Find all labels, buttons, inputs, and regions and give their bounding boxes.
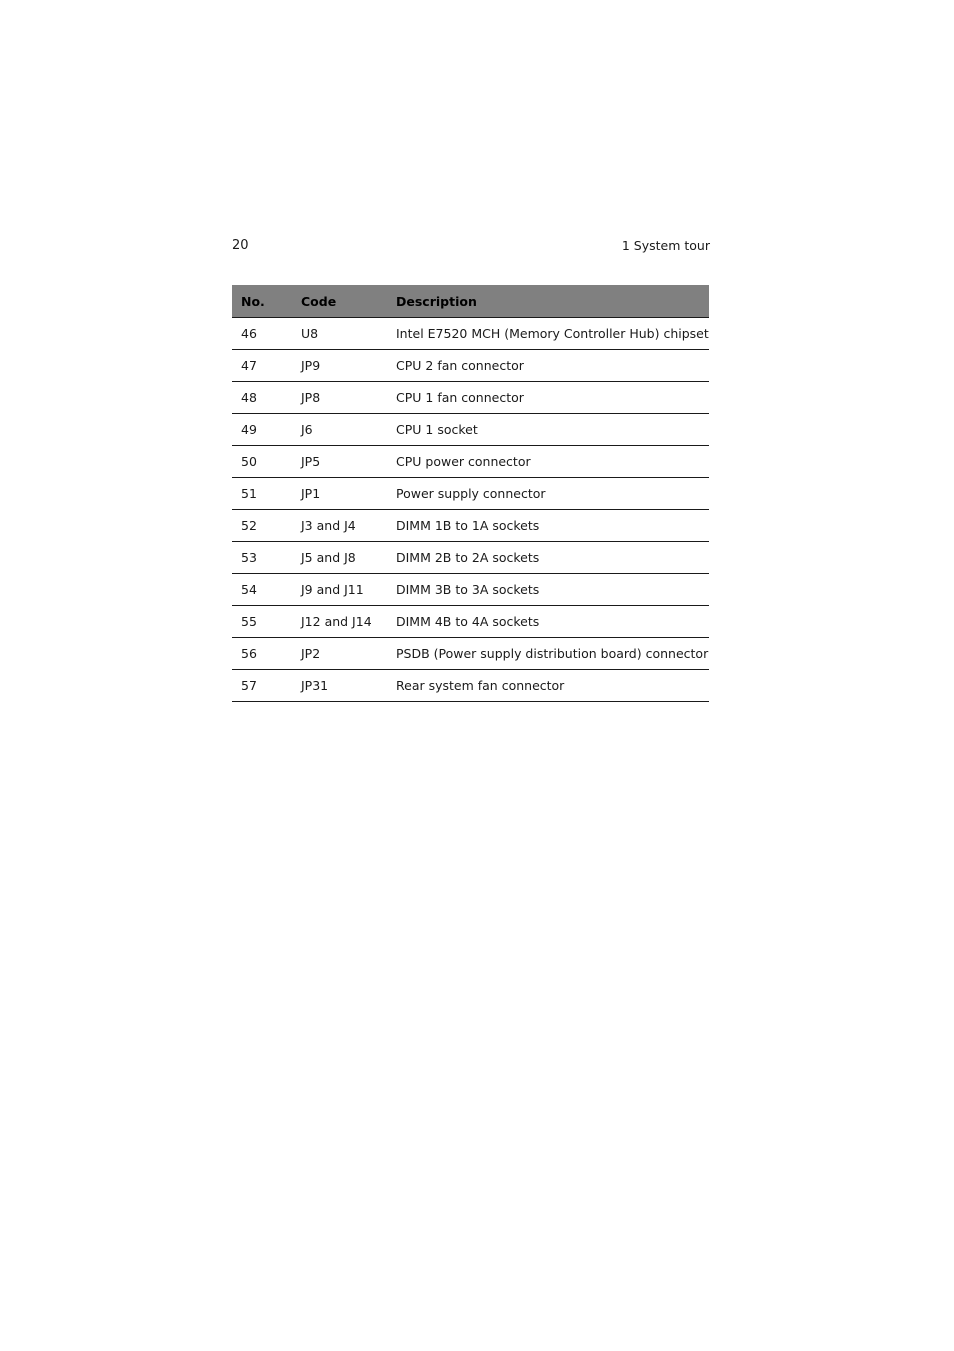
- table-row: [232, 638, 709, 670]
- column-header-code: Code: [292, 285, 387, 318]
- cell-no: 49: [232, 414, 292, 446]
- cell-no: 48: [232, 382, 292, 414]
- cell-code: J12 and J14: [292, 606, 387, 638]
- table-row: [232, 510, 709, 542]
- cell-code: JP2: [292, 638, 387, 670]
- table-row: [232, 574, 709, 606]
- cell-code: U8: [292, 318, 387, 350]
- table-row: [232, 414, 709, 446]
- cell-description: PSDB (Power supply distribution board) connector: [387, 638, 709, 670]
- cell-description: CPU 1 socket: [387, 414, 709, 446]
- cell-code: J3 and J4: [292, 510, 387, 542]
- cell-description: CPU 1 fan connector: [387, 382, 709, 414]
- cell-no: 50: [232, 446, 292, 478]
- cell-code: JP1: [292, 478, 387, 510]
- cell-no: 51: [232, 478, 292, 510]
- parts-table: [232, 285, 709, 702]
- cell-code: J9 and J11: [292, 574, 387, 606]
- table-row: [232, 318, 709, 350]
- cell-no: 57: [232, 670, 292, 702]
- chapter-title: 1 System tour: [621, 238, 710, 253]
- column-header-description: Description: [387, 285, 709, 318]
- cell-description: CPU 2 fan connector: [387, 350, 709, 382]
- table-body: [232, 318, 709, 702]
- cell-code: J6: [292, 414, 387, 446]
- table-row: [232, 478, 709, 510]
- cell-description: DIMM 3B to 3A sockets: [387, 574, 709, 606]
- cell-description: Intel E7520 MCH (Memory Controller Hub) chipset: [387, 318, 709, 350]
- cell-description: Rear system fan connector: [387, 670, 709, 702]
- cell-no: 56: [232, 638, 292, 670]
- cell-no: 46: [232, 318, 292, 350]
- cell-no: 54: [232, 574, 292, 606]
- table-row: [232, 542, 709, 574]
- cell-no: 53: [232, 542, 292, 574]
- cell-code: JP31: [292, 670, 387, 702]
- cell-description: DIMM 2B to 2A sockets: [387, 542, 709, 574]
- column-header-no: No.: [232, 285, 292, 318]
- table-header-row: [232, 285, 709, 318]
- cell-code: JP8: [292, 382, 387, 414]
- cell-no: 55: [232, 606, 292, 638]
- cell-no: 52: [232, 510, 292, 542]
- cell-no: 47: [232, 350, 292, 382]
- cell-description: DIMM 4B to 4A sockets: [387, 606, 709, 638]
- table-row: [232, 670, 709, 702]
- cell-code: J5 and J8: [292, 542, 387, 574]
- page-number: 20: [232, 238, 249, 253]
- table-row: [232, 382, 709, 414]
- cell-description: CPU power connector: [387, 446, 709, 478]
- cell-description: DIMM 1B to 1A sockets: [387, 510, 709, 542]
- cell-description: Power supply connector: [387, 478, 709, 510]
- table-row: [232, 350, 709, 382]
- cell-code: JP9: [292, 350, 387, 382]
- table-row: [232, 446, 709, 478]
- cell-code: JP5: [292, 446, 387, 478]
- table-row: [232, 606, 709, 638]
